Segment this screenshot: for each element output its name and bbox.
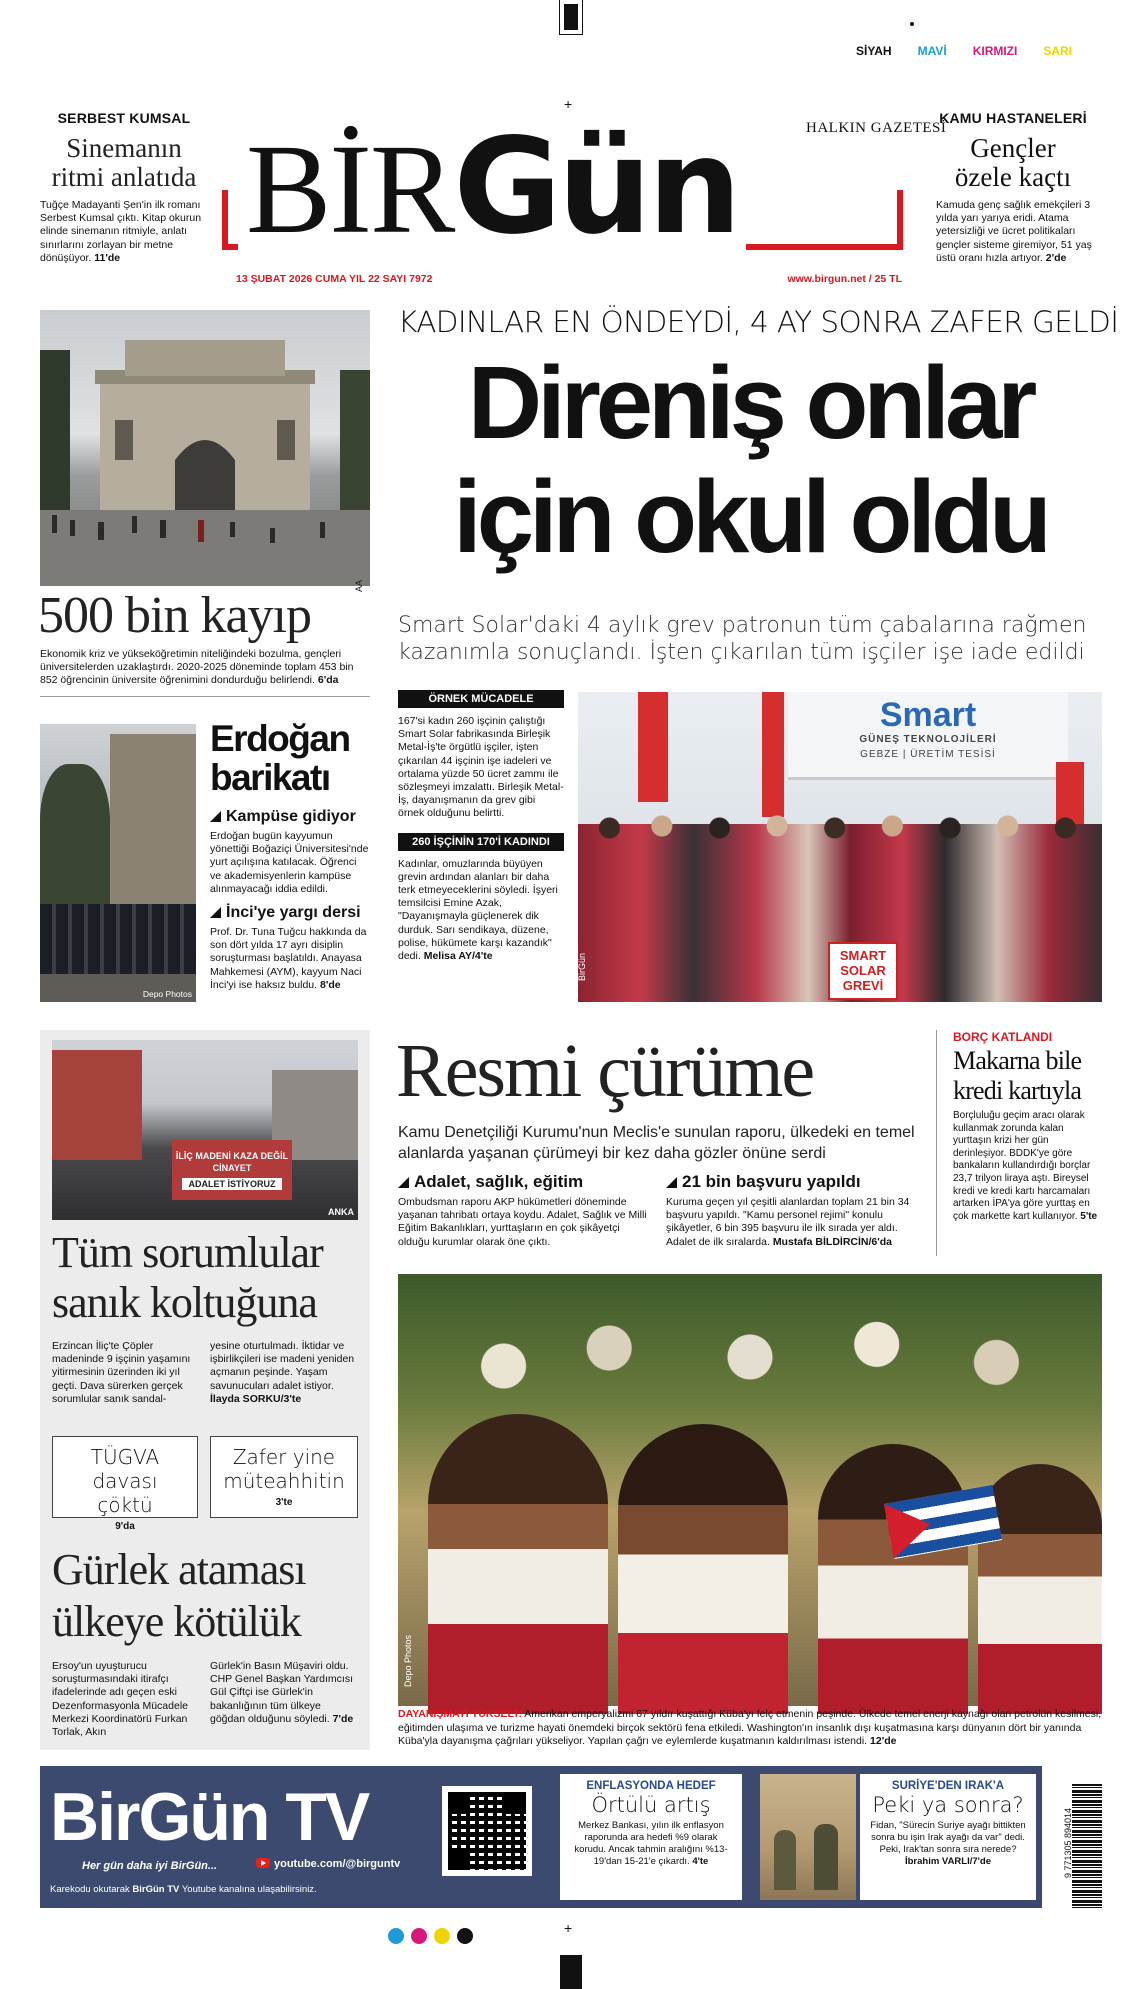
corruption-sub2: 21 bin başvuru yapıldı: [682, 1172, 861, 1191]
mini-box-tugva-ref: 9'da: [115, 1521, 135, 1532]
tv-qr-note: [50, 1884, 317, 1895]
inflation-ref: 4'te: [692, 1856, 709, 1867]
syria-box[interactable]: [860, 1774, 1036, 1900]
erdogan-sub2: İnci'ye yargı dersi: [226, 904, 361, 922]
cuba-flag-triangle: [884, 1497, 935, 1559]
university-body: Ekonomik kriz ve yükseköğretimin niteliğindeki bozulma, gençleri üniversitelerden uzaklaştırdı. 2020-2025 döneminde toplam 453 bin 852 öğrencinin üniversite öğrenimini dondurduğu belirlendi.: [40, 648, 354, 687]
gurlek-ref: 7'de: [332, 1712, 354, 1725]
erzincan-body2: yesine oturtulmadı. İktidar ve işbirlikçileri ise madeni yeniden açmanın peşinde. Yaşam savunucuları adalet istiyor.: [210, 1340, 355, 1392]
erzincan-protest-banner: [172, 1140, 292, 1200]
gurlek-body1: Ersoy'un uyuşturucu soruşturmasındaki itirafçı ifadelerinde adı geçen eski Dezenformasyonla Mücadele Merkezi Koordinatörü Furkan Torlak, Akın: [52, 1660, 188, 1739]
debt-kicker: BORÇ KATLANDI: [953, 1030, 1053, 1044]
corruption-sub1-row: [398, 1172, 650, 1192]
erdogan-photo-building: [110, 734, 196, 904]
triangle-icon: [666, 1177, 677, 1188]
teaser-left-ref: 11'de: [94, 251, 121, 264]
erzincan-banner-text: İLİÇ MADENİ KAZA DEĞİL CİNAYET: [175, 1151, 289, 1173]
erzincan-photo-credit: ANKA: [328, 1207, 354, 1217]
syria-title: Peki ya sonra?: [872, 1793, 1024, 1817]
barcode-number: 9 771305 894014: [1063, 1807, 1073, 1879]
youtube-icon: [256, 1858, 270, 1868]
color-bar: [856, 44, 1072, 58]
teaser-right-body: Kamuda genç sağlık emekçileri 3 yılda yarı yarıya eridi. Atama yetersizliği ve ücret politikaları gençler sisteme giremiyor, 51 yaş üstü oranı hızla artıyor.: [936, 199, 1092, 264]
erdogan-sub2-row: [210, 904, 370, 922]
corruption-col2: [666, 1172, 928, 1249]
debt-body: Borçluluğu geçim aracı olarak kullanmak zorunda kalan yurttaşın krizi her gün derinleşiyor. BDDK'ye göre bankaların kullandırdığı borçlar 23,7 trilyon liraya aştı. Bireysel kredi ve kredi kartı harcamaları artarken İPA'ya göre yurttaş en çok markette kart kullanıyor.: [953, 1110, 1091, 1222]
factory-sign-sub: GÜNEŞ TEKNOLOJİLERİ: [859, 734, 997, 745]
lead-box2-body: Kadınlar, omuzlarında büyüyen grevin ardından alanları bir daha terk etmeyeceklerini söyledi. İşyeri temsilcisi Emine Azak, "Dayanışmayla güçlenerek dik durduk. Sarı sendikaya, düzene, polise, hükümete karşı kazandık" dedi.: [398, 857, 558, 963]
tv-qr-note-pre: Karekodu okutarak: [50, 1884, 133, 1895]
university-photo-credit: AA: [354, 580, 364, 593]
mini-box-tugva[interactable]: [52, 1436, 198, 1532]
gurlek-body2: Gürlek'in Basın Müşaviri oldu. CHP Genel Başkan Yardımcısı Gül Çiftçi ise Gürlek'in bakanlığının tüm ülkeye göğdan olduğunu söyledi.: [210, 1660, 353, 1725]
factory-sign: [788, 692, 1068, 780]
erdogan-title-line2: barikatı: [210, 757, 330, 798]
factory-sign-location: GEBZE | ÜRETİM TESİSİ: [860, 749, 996, 760]
debt-ref: 5'te: [1080, 1210, 1098, 1222]
barcode-bars: [1072, 1784, 1102, 1908]
erdogan-sub1: Kampüse gidiyor: [226, 808, 356, 825]
cuba-photo-credit: Depo Photos: [403, 1634, 414, 1688]
syria-byline: İbrahim VARLI/7'de: [904, 1856, 991, 1867]
corruption-body1: Ombudsman raporu AKP hükümetleri döneminde yaşanan tahribatı ortaya koydu. Adalet, Sağlık ve Milli Eğitim Bakanlıkları, yurttaşların en çok şikâyetçi olduğu kurumlar olarak öne çıktı.: [398, 1196, 647, 1248]
register-cross-bottom: +: [564, 1920, 573, 1936]
erdogan-photo-police: [40, 904, 196, 974]
syria-body: Fidan, "Sürecin Suriye ayağı bittikten sonra bu işin Irak ayağı da var" dedi. Peki, Irak'tan sonra sıra nerede?: [870, 1820, 1026, 1855]
university-title: 500 bin kayıp: [38, 587, 311, 644]
erdogan-text2: [210, 926, 370, 992]
inflation-text: [568, 1820, 734, 1868]
corruption-body2: Kuruma geçen yıl çeşitli alanlardan toplam 21 bin 34 başvuru yapıldı. "Kamu personel rejimi" konulu şikâyetler, 6 bin 395 başvuru ile ilk sırada yer aldı. Adalet de ilk sıralarda.: [666, 1196, 910, 1248]
cmyk-dots: [388, 1928, 473, 1944]
register-dot: [910, 22, 914, 26]
triangle-icon: [210, 811, 221, 822]
debt-column[interactable]: [936, 1030, 1102, 1256]
lead-box1-body: 167'si kadın 260 işçinin çalıştığı Smart Solar fabrikasında Birleşik Metal-İş'te örgütlü işçiler, işten çıkarılan 44 işçinin işe iadeleri ve ortalama yüzde 50 ücret zammı ile sözleşmeyi imzalattı. Birleşik Metal-İş, dayanışmanın da grev gibi örnek olduğunu belirtti.: [398, 715, 564, 820]
masthead-tagline: HALKIN GAZETESİ: [806, 120, 947, 136]
syria-soldier-1: [774, 1830, 796, 1890]
teaser-right-title: Gençler özele kaçtı: [954, 133, 1072, 192]
erzincan-banner-text2: ADALET İSTİYORUZ: [182, 1178, 282, 1190]
magenta-dot: [411, 1928, 427, 1944]
cyan-dot: [388, 1928, 404, 1944]
color-label-yellow: SARI: [1043, 44, 1073, 58]
erzincan-byline: İlayda SORKU/3'te: [210, 1392, 302, 1405]
teaser-left-text: [40, 199, 208, 265]
teaser-left[interactable]: [40, 110, 208, 265]
university-ref: 6'da: [317, 674, 339, 687]
cuba-caption-text: Amerikan emperyalizmi 67 yıldır kuşattığı Küba'yı felç etmenin peşinde. Ülkede temel enerji kaynağı olan petrolün kesilmesi, eğitimden ulaşıma ve turizme hayati önemdeki birçok sektörü fena etkiledi. Washington'ın insanlık dışı kuşatmasına karşı dünyanın dört bir yanında Küba'yla dayanışma çağrıları yükseliyor. Yapılan çağrı ve eylemlerde kuşatmanın kaldırılması istendi.: [398, 1708, 1102, 1747]
gurlek-text2: [210, 1660, 358, 1726]
cuba-child-1: [428, 1414, 608, 1714]
corruption-title: Resmi çürüme: [396, 1029, 814, 1113]
lead-headline-line1: Direniş onlar: [467, 345, 1033, 460]
erdogan-sub1-row: [210, 808, 370, 826]
syria-text: [866, 1820, 1030, 1868]
lead-headline[interactable]: [398, 345, 1102, 573]
barcode: [1052, 1784, 1102, 1908]
strike-photo-credit: BirGün: [577, 952, 588, 982]
erzincan-photo-buildings: [52, 1050, 142, 1160]
inflation-body: Merkez Bankası, yılın ilk enflasyon raporunda ara hedefi %9 olarak korudu. Ancak tahmin aralığını %13-19'dan 15-21'e çıkardı.: [574, 1820, 728, 1867]
logo-bir: BİR: [246, 118, 454, 260]
teaser-left-kicker: SERBEST KUMSAL: [57, 110, 191, 126]
strike-photo: [578, 692, 1102, 1002]
tv-logo[interactable]: BirGün TV: [50, 1779, 369, 1855]
lead-byline: Melisa AY/4'te: [423, 950, 493, 963]
erdogan-photo-tree: [40, 764, 110, 904]
cuba-child-2: [618, 1424, 788, 1714]
erdogan-ref: 8'de: [319, 978, 341, 991]
tv-slogan: Her gün daha iyi BirGün...: [82, 1860, 218, 1872]
tv-youtube: youtube.com/@birguntv: [274, 1858, 401, 1870]
color-label-magenta: KIRMIZI: [972, 44, 1018, 58]
masthead-dateline: 13 ŞUBAT 2026 CUMA YIL 22 SAYI 7972: [236, 273, 433, 285]
university-gate-illustration: [40, 310, 370, 586]
lead-deck: Smart Solar'daki 4 aylık grev patronun tüm çabalarına rağmen kazanımla sonuçlandı. İşten çıkarılan tüm işçiler işe iade edildi: [398, 613, 1087, 665]
inflation-title: Örtülü artış: [591, 1793, 711, 1817]
lead-box2-title: 260 İŞÇİNİN 170'İ KADINDI: [398, 833, 564, 851]
syria-photo: [760, 1774, 856, 1900]
corruption-deck: Kamu Denetçiliği Kurumu'nun Meclis'e sunulan raporu, ülkedeki en temel alanlarda yaşanan çürümeyi bir kez daha gözler önüne serdi: [398, 1124, 915, 1162]
syria-kicker: SURİYE'DEN IRAK'A: [891, 1780, 1005, 1792]
tv-youtube-row[interactable]: [256, 1858, 400, 1870]
university-photo: [40, 310, 370, 593]
cuba-caption: [398, 1708, 1102, 1749]
debt-title: Makarna bile kredi kartıyla: [953, 1046, 1082, 1105]
teaser-left-body: Tuğçe Madayanti Şen'in ilk romanı Serbest Kumsal çıktı. Kitap okurun elinde sinemanın ritmiyle, anlatı sınırlarını zorlayan bir metne dönüşüyor.: [40, 199, 202, 264]
teaser-right-ref: 2'de: [1045, 251, 1067, 264]
corruption-sub2-row: [666, 1172, 928, 1192]
inflation-box[interactable]: [560, 1774, 742, 1900]
erzincan-photo: [52, 1040, 358, 1220]
register-cross: +: [564, 96, 573, 112]
erzincan-title: Tüm sorumlular sanık koltuğuna: [52, 1228, 323, 1327]
cuba-ref: 12'de: [870, 1735, 897, 1747]
masthead-logo[interactable]: [238, 112, 746, 272]
mini-box-zafer[interactable]: [210, 1436, 358, 1518]
strike-flag-mid: [762, 692, 784, 817]
erdogan-body1: Erdoğan bugün kayyumun yönettiği Boğaziçi Üniversitesi'nde yurt açılışına katılacak. Öğrenci ve akademisyenlerin kampüse alınmayacağı iddia edildi.: [210, 830, 369, 895]
erdogan-photo-credit: Depo Photos: [142, 989, 192, 999]
erzincan-body1: Erzincan İliç'te Çöpler madeninde 9 işçinin yaşamını yitirmesinin üzerinden iki yıl geçti. Dava sürerken gerçek sorumlular sanık sandal-: [52, 1340, 191, 1405]
lead-sidebar: [398, 690, 564, 963]
tv-qr-note-post: Youtube kanalına ulaşabilirsiniz.: [179, 1884, 317, 1895]
qr-code-icon[interactable]: [442, 1786, 532, 1876]
erzincan-text2: [210, 1340, 358, 1406]
yellow-dot: [434, 1928, 450, 1944]
mini-box-tugva-title: TÜGVA davası çöktü: [90, 1445, 160, 1517]
erdogan-column[interactable]: [210, 720, 370, 992]
triangle-icon: [210, 907, 221, 918]
cuba-child-3: [818, 1444, 968, 1714]
corruption-sub1: Adalet, sağlık, eğitim: [414, 1172, 584, 1191]
masthead-site-price[interactable]: www.birgun.net / 25 TL: [787, 273, 902, 285]
teaser-right-text: [924, 199, 1102, 265]
mini-box-zafer-ref: 3'te: [275, 1497, 293, 1508]
black-dot: [457, 1928, 473, 1944]
lead-headline-line2: için okul oldu: [453, 459, 1047, 574]
strike-placard: SMART SOLAR GREVİ: [828, 942, 898, 1000]
erdogan-body2: Prof. Dr. Tuna Tuğcu hakkında da son dört yılda 17 ayrı disiplin soruşturması başlatıldı. Anayasa Mahkemesi (AYM), kayyum Naci İnci'yi ise haksız buldu.: [210, 926, 367, 991]
logo-gun: Gün: [453, 110, 738, 264]
crop-mark-top: [560, 0, 582, 34]
cuba-kicker: DAYANIŞMAYI YÜKSELT:: [398, 1708, 522, 1720]
gurlek-title: Gürlek ataması ülkeye kötülük: [52, 1545, 306, 1646]
debt-text: [953, 1110, 1102, 1223]
teaser-right[interactable]: [924, 110, 1102, 265]
cuba-child-4: [978, 1464, 1102, 1714]
teaser-right-kicker: KAMU HASTANELERİ: [939, 110, 1087, 126]
teaser-left-title: Sinemanın ritmi anlatıda: [51, 133, 197, 192]
mini-box-zafer-title: Zafer yine müteahhitin: [223, 1445, 345, 1493]
strike-flag-left: [638, 692, 668, 802]
corruption-col1: [398, 1172, 650, 1249]
factory-sign-brand: Smart: [879, 696, 977, 734]
triangle-icon: [398, 1177, 409, 1188]
crop-mark-bottom: [560, 1955, 582, 1989]
university-text: [40, 648, 370, 697]
corruption-text2: [666, 1196, 928, 1249]
lead-box1-title: ÖRNEK MÜCADELE: [398, 690, 564, 708]
erdogan-photo: [40, 724, 196, 1002]
corruption-byline: Mustafa BİLDİRCİN/6'da: [772, 1235, 892, 1248]
tv-qr-note-brand: BirGün TV: [132, 1884, 180, 1895]
strike-crowd-heads: [578, 804, 1102, 844]
cuba-photo: [398, 1274, 1102, 1706]
lead-overline: KADINLAR EN ÖNDEYDİ, 4 AY SONRA ZAFER GELDİ: [398, 305, 1119, 339]
erdogan-title-line1: Erdoğan: [210, 718, 350, 759]
inflation-kicker: ENFLASYONDA HEDEF: [586, 1780, 716, 1792]
syria-soldier-2: [814, 1824, 838, 1890]
color-label-cyan: MAVİ: [917, 44, 947, 58]
color-label-black: SİYAH: [856, 44, 892, 58]
lead-box2-text: [398, 858, 564, 964]
